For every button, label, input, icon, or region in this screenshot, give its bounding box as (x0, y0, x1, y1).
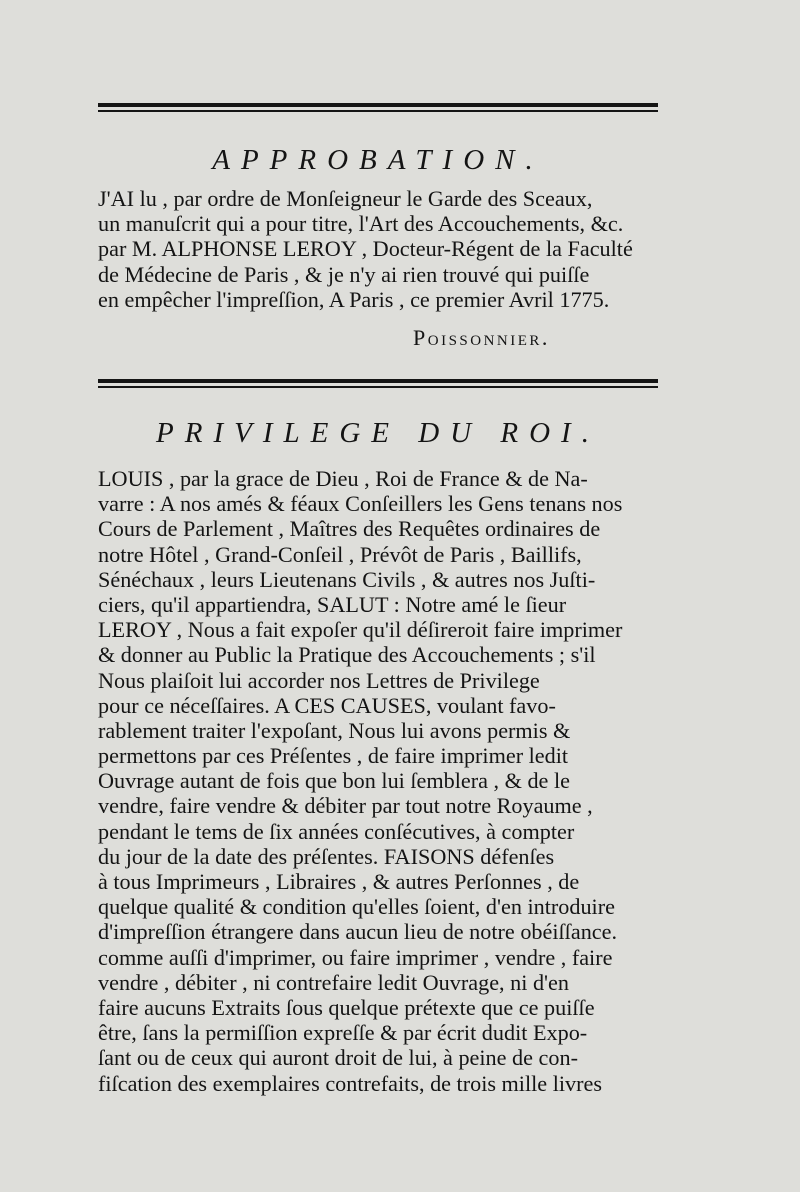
privilege-line: permettons par ces Préſentes , de faire imprimer ledit (98, 743, 569, 769)
privilege-line: pour ce néceſſaires. A CES CAUSES, voulant favo- (98, 692, 556, 718)
approbation-signature: Poissonnier. (413, 325, 550, 350)
privilege-line: d'impreſſion étrangere dans aucun lieu de notre obéiſſance. (98, 919, 618, 945)
privilege-line: Nous plaiſoit lui accorder nos Lettres de Privilege (98, 667, 540, 693)
privilege-line: LOUIS , par la grace de Dieu , Roi de France & de Na- (98, 466, 588, 491)
approbation-line: par M. ALPHONSE LEROY , Docteur-Régent de la Faculté (98, 236, 633, 262)
privilege-line: fiſcation des exemplaires contrefaits, de trois mille livres (98, 1070, 602, 1096)
privilege-line: comme auſſi d'imprimer, ou faire imprimer , vendre , faire (98, 944, 613, 970)
privilege-line: vendre, faire vendre & débiter par tout notre Royaume , (98, 793, 593, 819)
privilege-title: PRIVILEGE DU ROI. (156, 417, 600, 449)
privilege-line: notre Hôtel , Grand-Conſeil , Prévôt de Paris , Baillifs, (98, 541, 582, 567)
privilege-line: LEROY , Nous a fait expoſer qu'il déſireroit faire imprimer (98, 617, 623, 643)
approbation-title: APPROBATION. (212, 144, 544, 176)
privilege-line: pendant le tems de ſix années conſécutives, à compter (98, 818, 575, 844)
privilege-line: Sénéchaux , leurs Lieutenans Civils , & autres nos Juſti- (98, 566, 596, 592)
middle-double-rule (98, 379, 658, 389)
privilege-line: du jour de la date des préſentes. FAISONS défenſes (98, 843, 555, 869)
privilege-line: faire aucuns Extraits ſous quelque prétexte que ce puiſſe (98, 994, 595, 1020)
privilege-line: à tous Imprimeurs , Libraires , & autres Perſonnes , de (98, 869, 580, 894)
privilege-line: quelque qualité & condition qu'elles ſoient, d'en introduire (98, 894, 615, 920)
privilege-line: rablement traiter l'expoſant, Nous lui avons permis & (98, 717, 571, 743)
approbation-body (98, 186, 664, 312)
approbation-line: en empêcher l'impreſſion, A Paris , ce premier Avril 1775. (98, 286, 610, 312)
privilege-line: ciers, qu'il appartiendra, SALUT : Notre amé le ſieur (98, 591, 567, 617)
privilege-body (98, 466, 664, 1096)
top-double-rule (98, 103, 658, 113)
approbation-line: de Médecine de Paris , & je n'y ai rien trouvé qui puiſſe (98, 261, 590, 287)
privilege-line: varre : A nos amés & féaux Conſeillers les Gens tenans nos (98, 491, 623, 517)
privilege-line: & donner au Public la Pratique des Accouchements ; s'il (98, 642, 596, 668)
privilege-line: vendre , débiter , ni contrefaire ledit Ouvrage, ni d'en (98, 969, 569, 995)
approbation-line: un manuſcrit qui a pour titre, l'Art des Accouchements, &c. (98, 211, 624, 237)
approbation-line: J'AI lu , par ordre de Monſeigneur le Garde des Sceaux, (98, 186, 593, 211)
privilege-line: Ouvrage autant de fois que bon lui ſemblera , & de le (98, 768, 570, 794)
privilege-line: être, ſans la permiſſion expreſſe & par écrit dudit Expo- (98, 1020, 588, 1046)
privilege-line: ſant ou de ceux qui auront droit de lui, à peine de con- (98, 1045, 578, 1071)
privilege-line: Cours de Parlement , Maîtres des Requêtes ordinaires de (98, 516, 601, 542)
